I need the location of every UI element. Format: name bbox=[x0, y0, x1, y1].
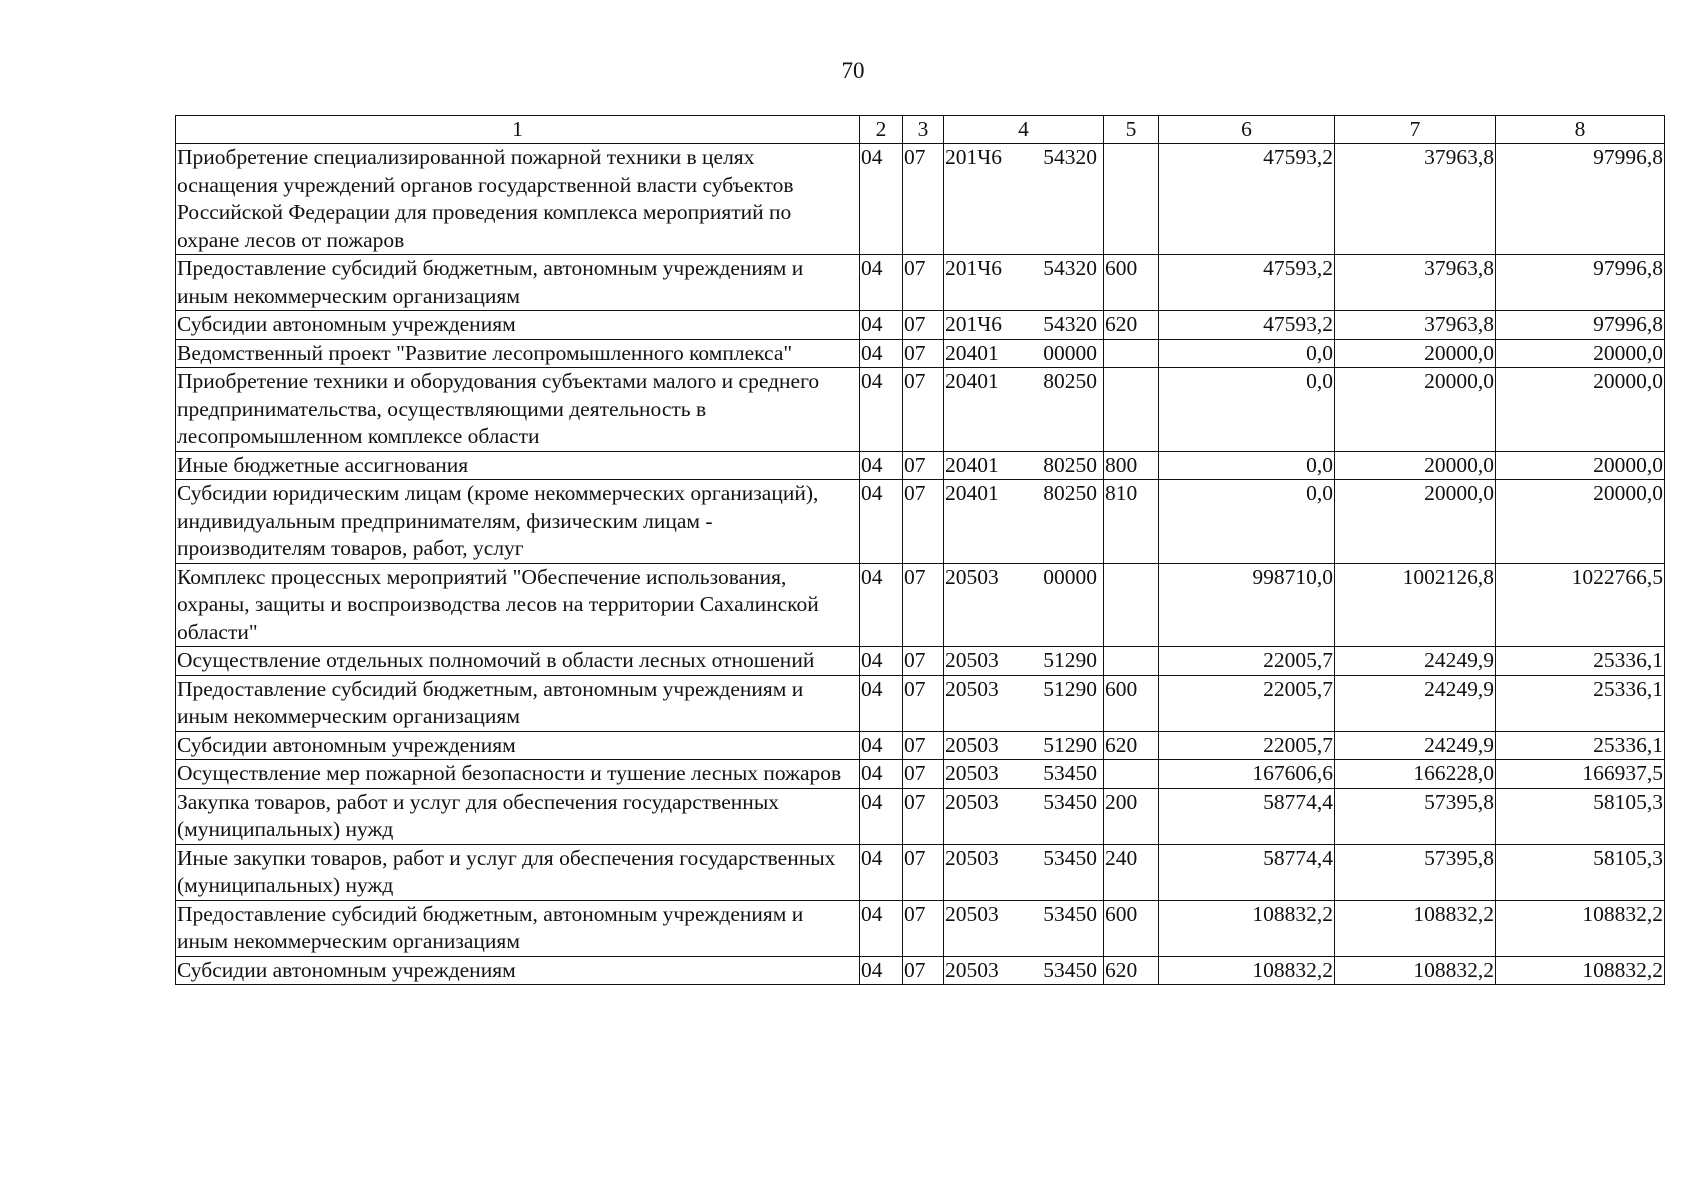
amount-col6-cell: 0,0 bbox=[1159, 339, 1335, 368]
table-row bbox=[176, 788, 1665, 844]
expense-name-cell: Субсидии автономным учреждениям bbox=[176, 311, 860, 340]
amount-col6-cell: 0,0 bbox=[1159, 480, 1335, 564]
expense-type-cell: 620 bbox=[1104, 956, 1159, 985]
subsection-code-cell: 07 bbox=[903, 339, 944, 368]
target-article-cell bbox=[944, 480, 1104, 564]
section-code-cell: 04 bbox=[860, 956, 903, 985]
target-article-cell bbox=[944, 255, 1104, 311]
amount-col8-cell: 58105,3 bbox=[1496, 844, 1665, 900]
target-article-direction-code: 54320 bbox=[1043, 145, 1097, 169]
amount-col8-cell: 108832,2 bbox=[1496, 956, 1665, 985]
target-article-cell bbox=[944, 956, 1104, 985]
target-article-program-code: 201Ч6 bbox=[945, 145, 1002, 169]
subsection-code-cell: 07 bbox=[903, 368, 944, 452]
target-article-direction-code: 54320 bbox=[1043, 312, 1097, 336]
header-row bbox=[176, 116, 1665, 144]
target-article-program-code: 20503 bbox=[945, 901, 999, 926]
amount-col8-cell: 25336,1 bbox=[1496, 647, 1665, 676]
target-article-cell bbox=[944, 368, 1104, 452]
amount-col8-cell: 1022766,5 bbox=[1496, 563, 1665, 647]
expense-name-cell: Ведомственный проект "Развитие лесопромышленного комплекса" bbox=[176, 339, 860, 368]
target-article-program-code: 20401 bbox=[945, 340, 999, 365]
expense-type-cell bbox=[1104, 144, 1159, 255]
expense-type-cell bbox=[1104, 647, 1159, 676]
amount-col6-cell: 167606,6 bbox=[1159, 760, 1335, 789]
section-code-cell: 04 bbox=[860, 339, 903, 368]
expense-name-cell: Закупка товаров, работ и услуг для обеспечения государственных (муниципальных) нужд bbox=[176, 788, 860, 844]
subsection-code-cell: 07 bbox=[903, 451, 944, 480]
expense-type-cell bbox=[1104, 368, 1159, 452]
subsection-code-cell: 07 bbox=[903, 675, 944, 731]
amount-col6-cell: 22005,7 bbox=[1159, 647, 1335, 676]
table-row bbox=[176, 311, 1665, 340]
expense-name-cell: Приобретение техники и оборудования субъектами малого и среднего предпринимательства, осуществляющими деятельность в лесопромышленном комплексе области bbox=[176, 368, 860, 452]
amount-col7-cell: 37963,8 bbox=[1335, 144, 1496, 255]
expense-type-cell bbox=[1104, 760, 1159, 789]
expense-type-cell: 600 bbox=[1104, 255, 1159, 311]
expense-name-cell: Осуществление мер пожарной безопасности и тушение лесных пожаров bbox=[176, 760, 860, 789]
section-code-cell: 04 bbox=[860, 311, 903, 340]
amount-col7-cell: 24249,9 bbox=[1335, 647, 1496, 676]
amount-col7-cell: 1002126,8 bbox=[1335, 563, 1496, 647]
target-article-program-code: 20503 bbox=[945, 957, 999, 982]
amount-col8-cell: 20000,0 bbox=[1496, 368, 1665, 452]
target-article-direction-code: 53450 bbox=[1043, 845, 1097, 870]
amount-col8-cell: 20000,0 bbox=[1496, 451, 1665, 480]
header-cell: 6 bbox=[1159, 116, 1335, 144]
amount-col7-cell: 166228,0 bbox=[1335, 760, 1496, 789]
target-article-cell bbox=[944, 311, 1104, 340]
amount-col6-cell: 22005,7 bbox=[1159, 731, 1335, 760]
target-article-program-code: 20401 bbox=[945, 452, 999, 477]
amount-col6-cell: 47593,2 bbox=[1159, 144, 1335, 255]
target-article-cell bbox=[944, 675, 1104, 731]
target-article-direction-code: 51290 bbox=[1043, 676, 1097, 701]
expense-name-cell: Предоставление субсидий бюджетным, автономным учреждениям и иным некоммерческим организациям bbox=[176, 675, 860, 731]
section-code-cell: 04 bbox=[860, 480, 903, 564]
subsection-code-cell: 07 bbox=[903, 760, 944, 789]
section-code-cell: 04 bbox=[860, 451, 903, 480]
expense-type-cell: 800 bbox=[1104, 451, 1159, 480]
target-article-program-code: 20503 bbox=[945, 676, 999, 701]
amount-col6-cell: 47593,2 bbox=[1159, 311, 1335, 340]
expense-type-cell bbox=[1104, 563, 1159, 647]
amount-col6-cell: 108832,2 bbox=[1159, 900, 1335, 956]
subsection-code-cell: 07 bbox=[903, 144, 944, 255]
header-cell: 8 bbox=[1496, 116, 1665, 144]
expense-name-cell: Субсидии автономным учреждениям bbox=[176, 956, 860, 985]
amount-col7-cell: 20000,0 bbox=[1335, 451, 1496, 480]
section-code-cell: 04 bbox=[860, 144, 903, 255]
expense-type-cell: 620 bbox=[1104, 311, 1159, 340]
table-row bbox=[176, 339, 1665, 368]
amount-col7-cell: 57395,8 bbox=[1335, 844, 1496, 900]
amount-col7-cell: 20000,0 bbox=[1335, 339, 1496, 368]
header-cell: 5 bbox=[1104, 116, 1159, 144]
amount-col6-cell: 47593,2 bbox=[1159, 255, 1335, 311]
target-article-direction-code: 51290 bbox=[1043, 648, 1097, 672]
header-cell: 7 bbox=[1335, 116, 1496, 144]
amount-col7-cell: 24249,9 bbox=[1335, 731, 1496, 760]
target-article-cell bbox=[944, 788, 1104, 844]
header-cell: 2 bbox=[860, 116, 903, 144]
target-article-program-code: 20503 bbox=[945, 845, 999, 870]
table-row bbox=[176, 731, 1665, 760]
table-row bbox=[176, 144, 1665, 255]
expense-name-cell: Иные бюджетные ассигнования bbox=[176, 451, 860, 480]
subsection-code-cell: 07 bbox=[903, 900, 944, 956]
target-article-program-code: 201Ч6 bbox=[945, 256, 1002, 280]
expense-type-cell: 620 bbox=[1104, 731, 1159, 760]
section-code-cell: 04 bbox=[860, 900, 903, 956]
header-cell: 3 bbox=[903, 116, 944, 144]
section-code-cell: 04 bbox=[860, 731, 903, 760]
expense-name-cell: Предоставление субсидий бюджетным, автономным учреждениям и иным некоммерческим организациям bbox=[176, 255, 860, 311]
table-row bbox=[176, 255, 1665, 311]
table-row bbox=[176, 844, 1665, 900]
target-article-direction-code: 80250 bbox=[1043, 481, 1097, 505]
expense-type-cell: 600 bbox=[1104, 900, 1159, 956]
target-article-cell bbox=[944, 144, 1104, 255]
section-code-cell: 04 bbox=[860, 760, 903, 789]
target-article-program-code: 20503 bbox=[945, 789, 999, 814]
expense-type-cell bbox=[1104, 339, 1159, 368]
target-article-direction-code: 00000 bbox=[1043, 340, 1097, 365]
target-article-direction-code: 80250 bbox=[1043, 369, 1097, 393]
section-code-cell: 04 bbox=[860, 563, 903, 647]
amount-col8-cell: 108832,2 bbox=[1496, 900, 1665, 956]
amount-col7-cell: 108832,2 bbox=[1335, 956, 1496, 985]
amount-col6-cell: 108832,2 bbox=[1159, 956, 1335, 985]
target-article-program-code: 20503 bbox=[945, 564, 999, 589]
subsection-code-cell: 07 bbox=[903, 480, 944, 564]
table-row bbox=[176, 368, 1665, 452]
target-article-program-code: 20503 bbox=[945, 648, 999, 672]
subsection-code-cell: 07 bbox=[903, 647, 944, 676]
target-article-cell bbox=[944, 900, 1104, 956]
target-article-cell bbox=[944, 451, 1104, 480]
amount-col6-cell: 0,0 bbox=[1159, 368, 1335, 452]
amount-col6-cell: 998710,0 bbox=[1159, 563, 1335, 647]
target-article-cell bbox=[944, 731, 1104, 760]
amount-col8-cell: 25336,1 bbox=[1496, 731, 1665, 760]
page-number: 70 bbox=[841, 58, 865, 83]
amount-col7-cell: 20000,0 bbox=[1335, 480, 1496, 564]
budget-table bbox=[175, 115, 1665, 985]
table-row bbox=[176, 760, 1665, 789]
amount-col6-cell: 58774,4 bbox=[1159, 844, 1335, 900]
expense-name-cell: Приобретение специализированной пожарной техники в целях оснащения учреждений органов государственной власти субъектов Российской Федерации для проведения комплекса мероприятий по охране лесов от пожаров bbox=[176, 144, 860, 255]
target-article-program-code: 20401 bbox=[945, 481, 999, 505]
expense-name-cell: Субсидии юридическим лицам (кроме некоммерческих организаций), индивидуальным предпринимателям, физическим лицам - производителям товаров, работ, услуг bbox=[176, 480, 860, 564]
amount-col7-cell: 20000,0 bbox=[1335, 368, 1496, 452]
section-code-cell: 04 bbox=[860, 647, 903, 676]
table-row bbox=[176, 675, 1665, 731]
amount-col7-cell: 24249,9 bbox=[1335, 675, 1496, 731]
amount-col7-cell: 37963,8 bbox=[1335, 311, 1496, 340]
expense-name-cell: Комплекс процессных мероприятий "Обеспечение использования, охраны, защиты и воспроизводства лесов на территории Сахалинской области" bbox=[176, 563, 860, 647]
amount-col8-cell: 25336,1 bbox=[1496, 675, 1665, 731]
expense-type-cell: 200 bbox=[1104, 788, 1159, 844]
target-article-program-code: 20401 bbox=[945, 369, 999, 393]
target-article-direction-code: 00000 bbox=[1043, 564, 1097, 589]
target-article-direction-code: 54320 bbox=[1043, 256, 1097, 280]
expense-type-cell: 600 bbox=[1104, 675, 1159, 731]
table-row bbox=[176, 647, 1665, 676]
target-article-cell bbox=[944, 647, 1104, 676]
expense-name-cell: Осуществление отдельных полномочий в области лесных отношений bbox=[176, 647, 860, 676]
section-code-cell: 04 bbox=[860, 368, 903, 452]
target-article-direction-code: 51290 bbox=[1043, 732, 1097, 757]
expense-name-cell: Предоставление субсидий бюджетным, автономным учреждениям и иным некоммерческим организациям bbox=[176, 900, 860, 956]
amount-col8-cell: 97996,8 bbox=[1496, 311, 1665, 340]
expense-name-cell: Иные закупки товаров, работ и услуг для обеспечения государственных (муниципальных) нужд bbox=[176, 844, 860, 900]
table-body bbox=[176, 144, 1665, 985]
target-article-program-code: 20503 bbox=[945, 761, 999, 785]
target-article-cell bbox=[944, 563, 1104, 647]
expense-type-cell: 810 bbox=[1104, 480, 1159, 564]
target-article-cell bbox=[944, 339, 1104, 368]
subsection-code-cell: 07 bbox=[903, 844, 944, 900]
target-article-direction-code: 53450 bbox=[1043, 957, 1097, 982]
amount-col8-cell: 58105,3 bbox=[1496, 788, 1665, 844]
target-article-cell bbox=[944, 760, 1104, 789]
header-cell: 1 bbox=[176, 116, 860, 144]
amount-col8-cell: 20000,0 bbox=[1496, 480, 1665, 564]
target-article-program-code: 201Ч6 bbox=[945, 312, 1002, 336]
subsection-code-cell: 07 bbox=[903, 788, 944, 844]
amount-col8-cell: 20000,0 bbox=[1496, 339, 1665, 368]
table-row bbox=[176, 900, 1665, 956]
amount-col8-cell: 97996,8 bbox=[1496, 144, 1665, 255]
amount-col7-cell: 108832,2 bbox=[1335, 900, 1496, 956]
target-article-program-code: 20503 bbox=[945, 732, 999, 757]
section-code-cell: 04 bbox=[860, 675, 903, 731]
amount-col8-cell: 166937,5 bbox=[1496, 760, 1665, 789]
subsection-code-cell: 07 bbox=[903, 311, 944, 340]
table-row bbox=[176, 451, 1665, 480]
table-row bbox=[176, 956, 1665, 985]
amount-col7-cell: 37963,8 bbox=[1335, 255, 1496, 311]
section-code-cell: 04 bbox=[860, 844, 903, 900]
amount-col8-cell: 97996,8 bbox=[1496, 255, 1665, 311]
table-row bbox=[176, 480, 1665, 564]
amount-col6-cell: 0,0 bbox=[1159, 451, 1335, 480]
target-article-direction-code: 80250 bbox=[1043, 452, 1097, 477]
expense-name-cell: Субсидии автономным учреждениям bbox=[176, 731, 860, 760]
target-article-direction-code: 53450 bbox=[1043, 789, 1097, 814]
expense-type-cell: 240 bbox=[1104, 844, 1159, 900]
target-article-direction-code: 53450 bbox=[1043, 761, 1097, 785]
amount-col7-cell: 57395,8 bbox=[1335, 788, 1496, 844]
subsection-code-cell: 07 bbox=[903, 255, 944, 311]
target-article-cell bbox=[944, 844, 1104, 900]
header-cell: 4 bbox=[944, 116, 1104, 144]
subsection-code-cell: 07 bbox=[903, 563, 944, 647]
subsection-code-cell: 07 bbox=[903, 956, 944, 985]
subsection-code-cell: 07 bbox=[903, 731, 944, 760]
section-code-cell: 04 bbox=[860, 788, 903, 844]
table-row bbox=[176, 563, 1665, 647]
target-article-direction-code: 53450 bbox=[1043, 901, 1097, 926]
section-code-cell: 04 bbox=[860, 255, 903, 311]
amount-col6-cell: 22005,7 bbox=[1159, 675, 1335, 731]
amount-col6-cell: 58774,4 bbox=[1159, 788, 1335, 844]
